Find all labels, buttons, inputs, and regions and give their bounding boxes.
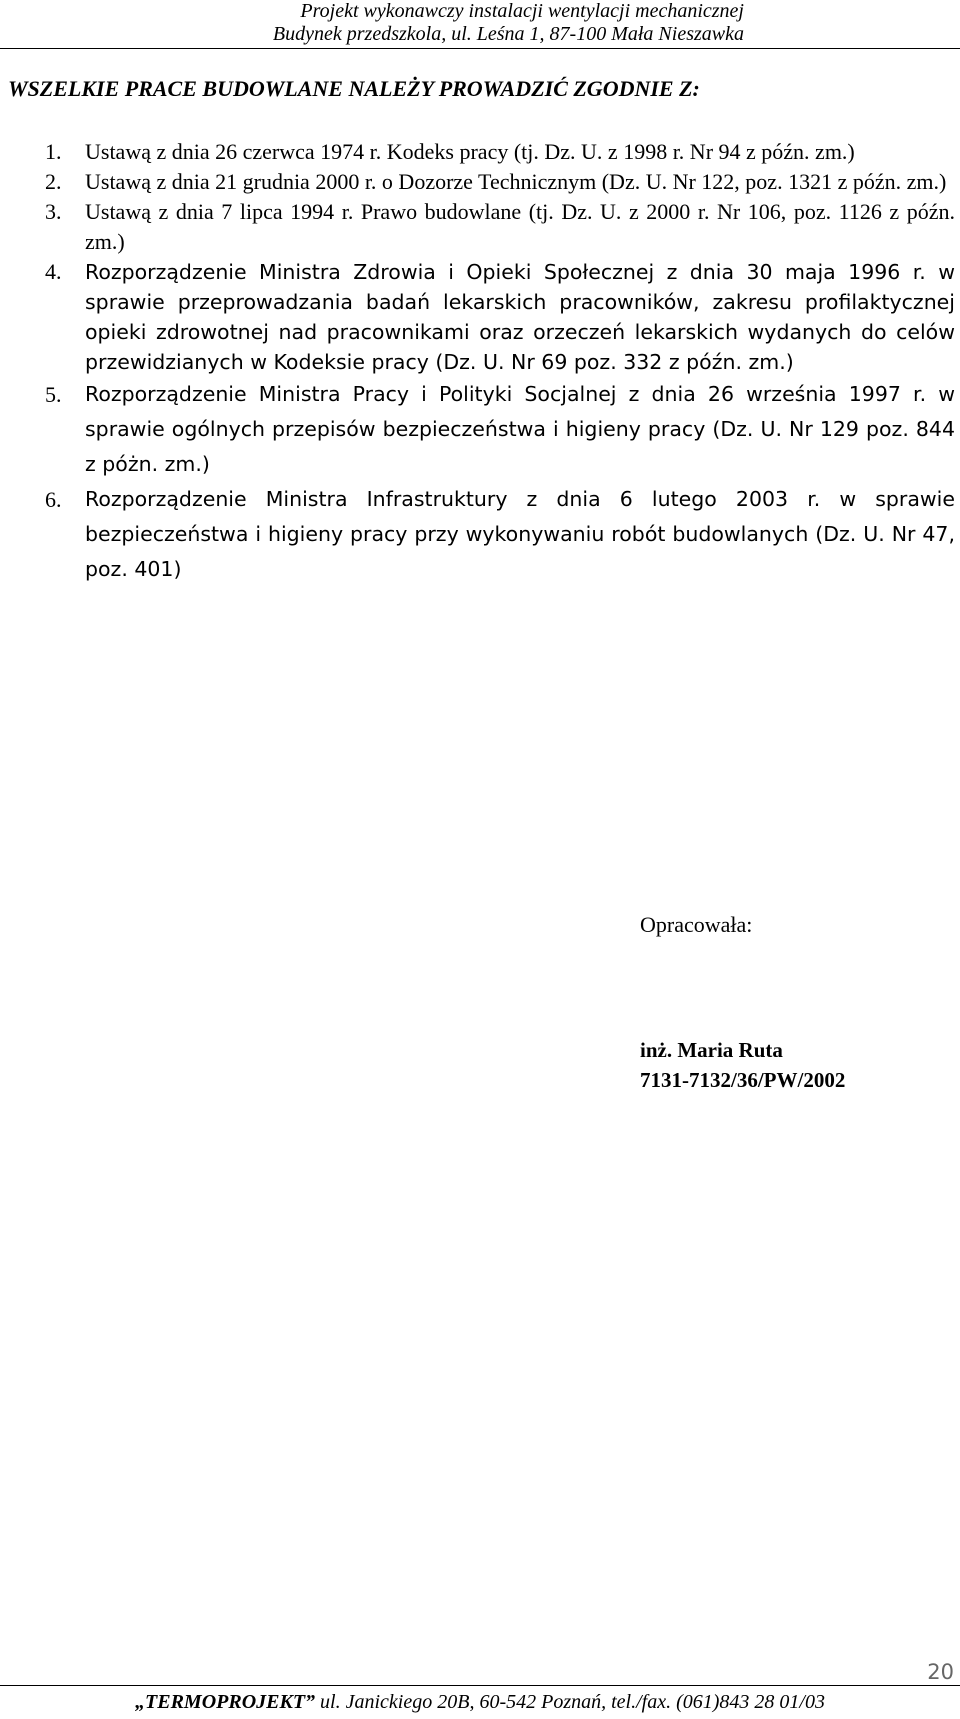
author-name: inż. Maria Ruta — [640, 1038, 783, 1062]
author-license-number: 7131-7132/36/PW/2002 — [640, 1068, 846, 1092]
header-building-address: Budynek przedszkola, ul. Leśna 1, 87-100 Mała Nieszawka — [272, 23, 744, 45]
list-item-number: 6. — [45, 487, 62, 512]
list-item-number: 3. — [45, 199, 62, 224]
list-item — [45, 482, 955, 587]
list-item-number: 1. — [45, 139, 62, 164]
list-item — [45, 377, 955, 482]
list-item — [45, 197, 955, 257]
regulations-list — [45, 137, 955, 587]
list-item — [45, 167, 955, 197]
prepared-by-label: Opracowała: — [640, 912, 753, 937]
page-header — [0, 0, 960, 46]
list-item — [45, 257, 955, 377]
list-item-number: 2. — [45, 169, 62, 194]
list-item-number: 4. — [45, 259, 62, 284]
list-item-text: Rozporządzenie Ministra Zdrowia i Opieki Społecznej z dnia 30 maja 1996 r. w sprawie przeprowadzania badań lekarskich pracowników, zakresu profilaktycznej opieki zdrowotnej nad pracownikami oraz orzeczeń lekarskich wydanych do celów przewidzianych w Kodeksie pracy (Dz. U. Nr 69 poz. 332 z późn. zm.) — [85, 260, 955, 374]
list-item-text: Rozporządzenie Ministra Infrastruktury z dnia 6 lutego 2003 r. w sprawie bezpieczeństwa i higieny pracy przy wykonywaniu robót budowlanych (Dz. U. Nr 47, poz. 401) — [85, 487, 955, 581]
list-item-number: 5. — [45, 382, 62, 407]
page-number: 20 — [927, 1660, 954, 1684]
page-footer — [0, 1690, 960, 1714]
footer-company-name: „TERMOPROJEKT” — [135, 1691, 316, 1713]
list-item-text: Ustawą z dnia 21 grudnia 2000 r. o Dozorze Technicznym (Dz. U. Nr 122, poz. 1321 z późn. zm.) — [85, 169, 947, 194]
footer-divider — [0, 1685, 960, 1686]
list-item — [45, 137, 955, 167]
footer-company-address: ul. Janickiego 20B, 60-542 Poznań, tel./fax. (061)843 28 01/03 — [315, 1691, 825, 1713]
list-item-text: Ustawą z dnia 26 czerwca 1974 r. Kodeks pracy (tj. Dz. U. z 1998 r. Nr 94 z późn. zm.) — [85, 139, 855, 164]
list-item-text: Ustawą z dnia 7 lipca 1994 r. Prawo budowlane (tj. Dz. U. z 2000 r. Nr 106, poz. 1126 z późn. zm.) — [85, 199, 955, 254]
header-project-title: Projekt wykonawczy instalacji wentylacji mechanicznej — [300, 0, 744, 22]
author-block — [640, 1035, 845, 1095]
header-divider — [0, 48, 960, 49]
section-title: WSZELKIE PRACE BUDOWLANE NALEŻY PROWADZIĆ ZGODNIE Z: — [8, 76, 700, 101]
list-item-text: Rozporządzenie Ministra Pracy i Polityki Socjalnej z dnia 26 września 1997 r. w sprawie ogólnych przepisów bezpieczeństwa i higieny pracy (Dz. U. Nr 129 poz. 844 z póżn. zm.) — [85, 382, 955, 476]
